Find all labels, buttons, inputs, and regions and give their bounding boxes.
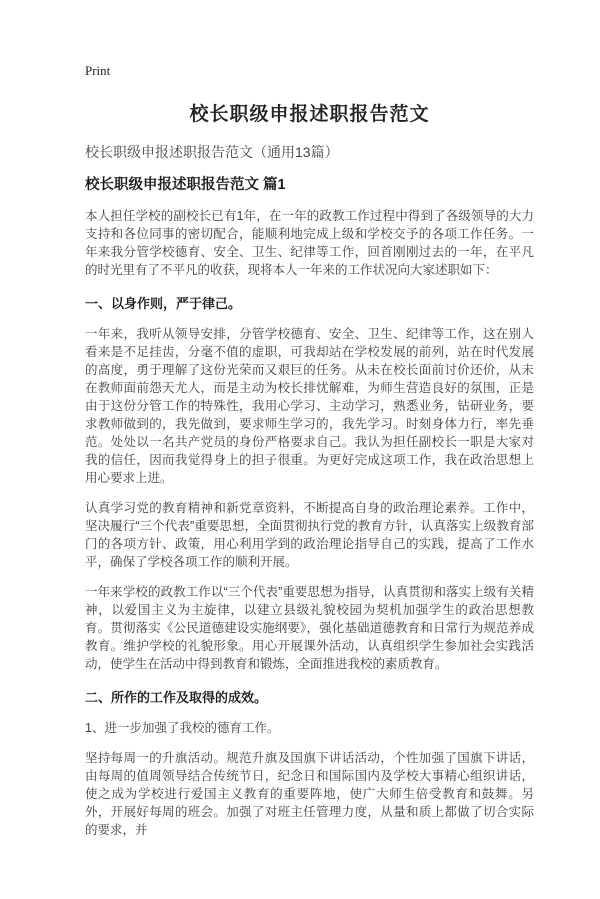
section2-item-1: 1、进一步加强了我校的德育工作。	[85, 721, 280, 735]
section1-paragraph-2: 认真学习党的教育精神和新党章资料，不断提高自身的政治理论素养。工作中，坚决履行“三个代表”重要思想，全面贯彻执行党的教育方针，认真落实上级教育部门的各项方针、政策，用心利用学到的政治理论指导自己的实践，提高了工作水平，确保了学校各项工作的顺利开展。	[85, 501, 534, 569]
section1-paragraph-1: 一年来，我听从领导安排，分管学校德育、安全、卫生、纪律等工作，这在别人看来是不足挂齿，分毫不值的虚职，可我却站在学校发展的前列，站在时代发展的高度，勇于理解了这份光荣而又艰巨的任务。从未在校长面前讨价还价，从未在教师面前怨天尤人，而是主动为校长排忧解难，为师生营造良好的氛围，正是由于这份分管工作的特殊性，我用心学习、主动学习，熟悉业务，钻研业务，要求教师做到的，我先做到，要求师生学习的，我先学习。时刻身体力行，率先垂范。处处以一名共产党员的身份严格要求自己。我认为担任副校长一职是大家对我的信任，因而我觉得身上的担子很重。为更好完成这项工作，我在政治思想上用心要求上进。	[85, 327, 534, 485]
part-heading: 校长职级申报述职报告范文 篇1	[85, 177, 286, 193]
page-title: 校长职级申报述职报告范文	[189, 104, 430, 125]
section2-paragraph-1: 坚持每周一的升旗活动。规范升旗及国旗下讲话活动，个性加强了国旗下讲话，由每周的值周领导结合传统节日，纪念日和国际国内及学校大事精心组织讲话，使之成为学校进行爱国主义教育的重要阵地，使广大师生倍受教育和鼓舞。另外，开展好每周的班会。加强了对班主任管理力度，从量和质上都做了切合实际的要求，并	[85, 751, 534, 837]
section1-paragraph-3: 一年来学校的政教工作以“三个代表”重要思想为指导，认真贯彻和落实上级有关精神，以爱国主义为主旋律，以建立县级礼貌校园为契机加强学生的政治思想教育。贯彻落实《公民道德建设实施纲要》，强化基础道德教育和日常行为规范养成教育。维护学校的礼貌形象。用心开展课外活动，认真组织学生参加社会实践活动，使学生在活动中得到教育和锻炼，全面推进我校的素质教育。	[85, 585, 534, 671]
section1-heading: 一、以身作则，严于律己。	[85, 296, 242, 311]
paragraph-intro: 本人担任学校的副校长已有1年，在一年的政教工作过程中得到了各级领导的大力支持和各位同事的密切配合，能顺利地完成上级和学校交予的各项工作任务。一年来我分管学校德育、安全、卫生、纪律等工作，回首刚刚过去的一年，在平凡的时光里有了不平凡的收获，现将本人一年来的工作状况向大家述职如下：	[85, 209, 534, 277]
section2-heading: 二、所作的工作及取得的成效。	[85, 690, 268, 705]
doc-subtitle: 校长职级申报述职报告范文（通用13篇）	[85, 144, 339, 160]
print-link[interactable]: Print	[85, 63, 111, 78]
